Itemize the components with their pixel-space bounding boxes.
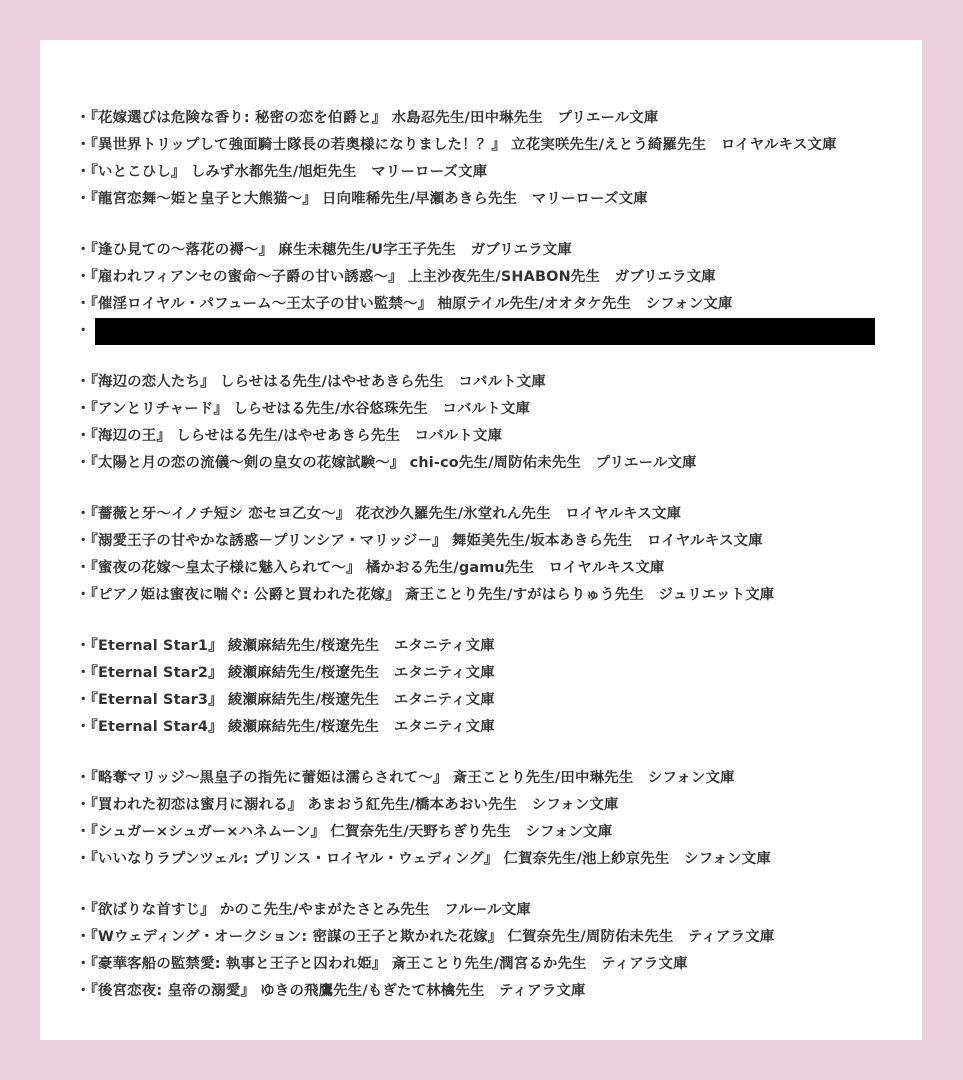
list-item: ・『豪華客船の監禁愛: 執事と王子と囚われ姫』 斎王ことり先生/潤宮るか先生 ティアラ文庫: [76, 956, 688, 972]
list-item: ・『海辺の王』 しらせはる先生/はやせあきら先生 コバルト文庫: [76, 428, 503, 444]
redaction-bar: [95, 318, 875, 345]
book-group: [76, 633, 888, 741]
list-item: ・『溺愛王子の甘やかな誘惑－プリンシア・マリッジ－』 舞姫美先生/坂本あきら先生 ロイヤルキス文庫: [76, 533, 763, 549]
list-item: ・『買われた初恋は蜜月に溺れる』 あまおう紅先生/橋本あおい先生 シフォン文庫: [76, 797, 619, 813]
book-group: [76, 369, 888, 477]
list-item: ・『欲ばりな首すじ』 かのこ先生/やまがたさとみ先生 フルール文庫: [76, 902, 531, 918]
book-group: [76, 897, 888, 1005]
list-item: ・『異世界トリップして強面騎士隊長の若奥様になりました！？』 立花実咲先生/えとう綺羅先生 ロイヤルキス文庫: [76, 137, 837, 153]
bullet: ・: [76, 323, 91, 339]
list-item: ・『逢ひ見ての〜落花の褥〜』 麻生未穂先生/U字王子先生 ガブリエラ文庫: [76, 242, 572, 258]
list-item: ・『シュガー×シュガー×ハネムーン』 仁賀奈先生/天野ちぎり先生 シフォン文庫: [76, 824, 613, 840]
list-item: ・『太陽と月の恋の流儀〜剣の皇女の花嫁試験〜』 chi-co先生/周防佑未先生 プリエール文庫: [76, 455, 697, 471]
list-item: ・『Wウェディング・オークション: 密謀の王子と欺かれた花嫁』 仁賀奈先生/周防佑未先生 ティアラ文庫: [76, 929, 775, 945]
list-item: ・『略奪マリッジ〜黒皇子の指先に蕾姫は濡らされて〜』 斎王ことり先生/田中琳先生 シフォン文庫: [76, 770, 735, 786]
list-item: ・『龍宮恋舞〜姫と皇子と大熊猫〜』 日向唯稀先生/早瀬あきら先生 マリーローズ文庫: [76, 191, 648, 207]
list-item: ・『催淫ロイヤル・パフューム〜王太子の甘い監禁〜』 柚原テイル先生/オオタケ先生 シフォン文庫: [76, 296, 733, 312]
list-item: ・『いいなりラプンツェル: プリンス・ロイヤル・ウェディング』 仁賀奈先生/池上紗京先生 シフォン文庫: [76, 851, 771, 867]
book-group: [76, 765, 888, 873]
list-item: ・『いとこひし』 しみず水都先生/旭炬先生 マリーローズ文庫: [76, 164, 488, 180]
content-panel: [40, 40, 922, 1040]
list-item: ・『花嫁選びは危険な香り: 秘密の恋を伯爵と』 水島忍先生/田中琳先生 プリエール文庫: [76, 110, 659, 126]
list-item: ・『雇われフィアンセの蜜命〜子爵の甘い誘惑〜』 上主沙夜先生/SHABON先生 ガブリエラ文庫: [76, 269, 716, 285]
list-item: ・『Eternal Star4』 綾瀬麻結先生/桜遼先生 エタニティ文庫: [76, 719, 495, 735]
list-item: ・『Eternal Star3』 綾瀬麻結先生/桜遼先生 エタニティ文庫: [76, 692, 495, 708]
list-item: ・『薔薇と牙〜イノチ短シ 恋セヨ乙女〜』 花衣沙久羅先生/氷堂れん先生 ロイヤルキス文庫: [76, 506, 682, 522]
list-item: ・『海辺の恋人たち』 しらせはる先生/はやせあきら先生 コバルト文庫: [76, 374, 546, 390]
list-item: ・『アンとリチャード』 しらせはる先生/水谷悠珠先生 コバルト文庫: [76, 401, 531, 417]
book-group: [76, 237, 888, 345]
book-group: [76, 105, 888, 213]
list-item: ・『Eternal Star2』 綾瀬麻結先生/桜遼先生 エタニティ文庫: [76, 665, 495, 681]
list-item: ・『Eternal Star1』 綾瀬麻結先生/桜遼先生 エタニティ文庫: [76, 638, 495, 654]
redacted-list-item: [76, 318, 888, 345]
list-item: ・『蜜夜の花嫁〜皇太子様に魅入られて〜』 橘かおる先生/gamu先生 ロイヤルキス文庫: [76, 560, 665, 576]
list-item: ・『ピアノ姫は蜜夜に喘ぐ: 公爵と買われた花嫁』 斎王ことり先生/すがはらりゅう先生 ジュリエット文庫: [76, 587, 775, 603]
book-group: [76, 501, 888, 609]
list-item: ・『後宮恋夜: 皇帝の溺愛』 ゆきの飛鷹先生/もぎたて林檎先生 ティアラ文庫: [76, 983, 586, 999]
